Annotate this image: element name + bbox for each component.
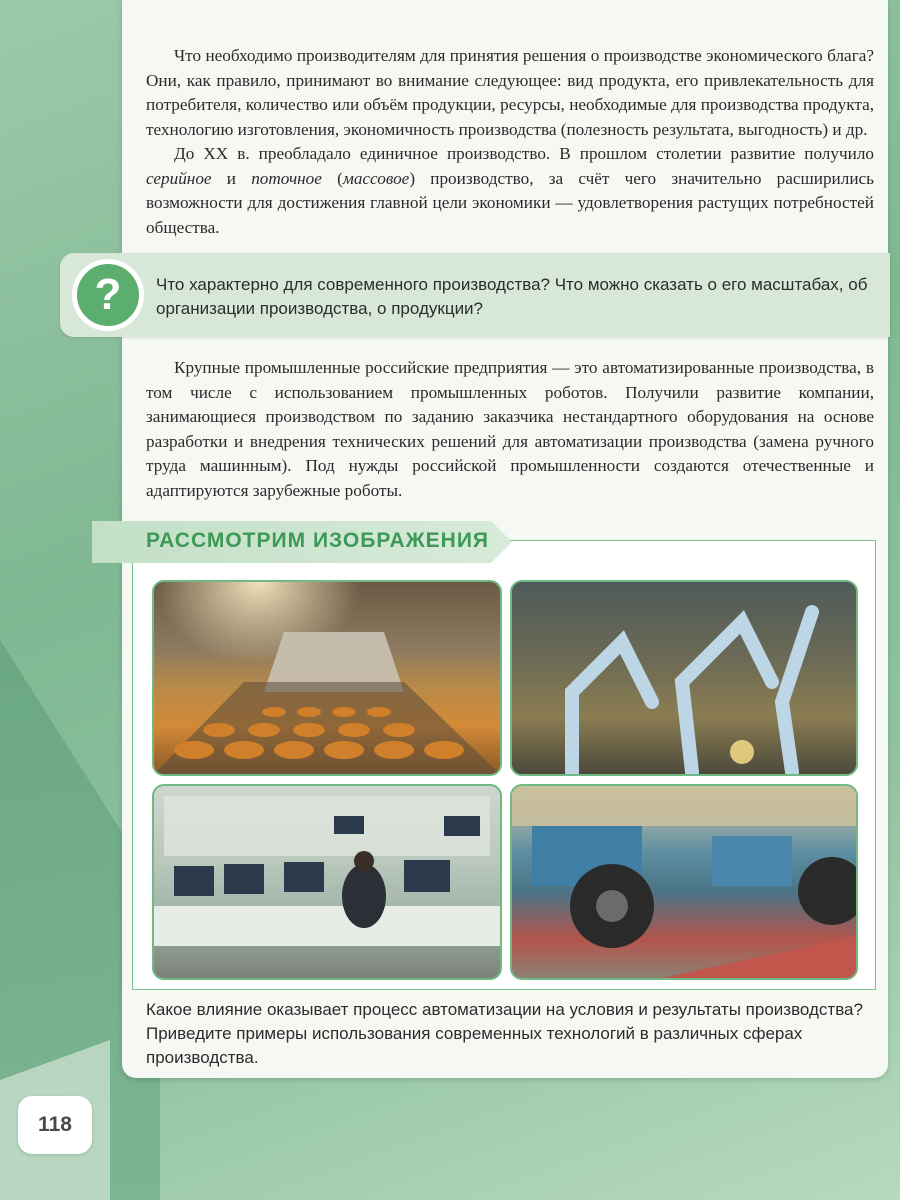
body-text [146,356,874,503]
question-mark-glyph: ? [94,270,122,319]
paragraph-2 [146,142,874,240]
bakery-conveyor-photo [152,580,502,776]
paragraph-3: Крупные промышленные российские предприятия — это автоматизированные производства, в том числе с использованием промышленных роботов. Получили развитие компании, занимающиеся производством по заданию заказчика нестандартного оборудования на основе разработки и внедрения технических решений для автоматизации производства (замена ручного труда машинным). Под нужды российской промышленности создаются отечественные и адаптируются зарубежные роботы. [146,358,874,500]
industrial-robots-photo [510,580,858,776]
paragraph-2-text: ( [321,168,343,188]
paragraph-2-text: ) производство, за счёт чего значительно расширились возможности для достижения главной цели экономики — удовлетворения растущих потребностей общества. [146,168,874,237]
page-number: 118 [18,1096,92,1154]
question-text: Что характерно для современного производства? Что можно сказать о его масштабах, об организации производства, о продукции? [156,275,868,318]
question-mark-icon [72,259,144,331]
intro-text [146,44,874,240]
section-question: Какое влияние оказывает процесс автоматизации на условия и результаты производства? Приведите примеры использования современных технологий в различных сферах производства. [146,1000,863,1067]
tractor-assembly-photo [510,784,858,980]
paragraph-2-text: и [211,168,252,188]
section-title: РАССМОТРИМ ИЗОБРАЖЕНИЯ [146,529,490,552]
term-serial: серийное [146,168,212,188]
paragraph-2-text: До XX в. преобладало единичное производство. В прошлом столетии развитие получило [174,144,874,163]
control-room-photo [152,784,502,980]
term-mass: массовое [342,168,410,188]
term-flow: поточное [251,168,322,188]
paragraph-1: Что необходимо производителям для принятия решения о производстве экономического блага? Они, как правило, принимают во внимание следующее: вид продукта, его привлекательность для потребителя, количество или объём продукции, ресурсы, необходимые для производства продукта, технологию изготовления, экономичность производства (полезность результата, выгодность) и др. [146,46,874,139]
